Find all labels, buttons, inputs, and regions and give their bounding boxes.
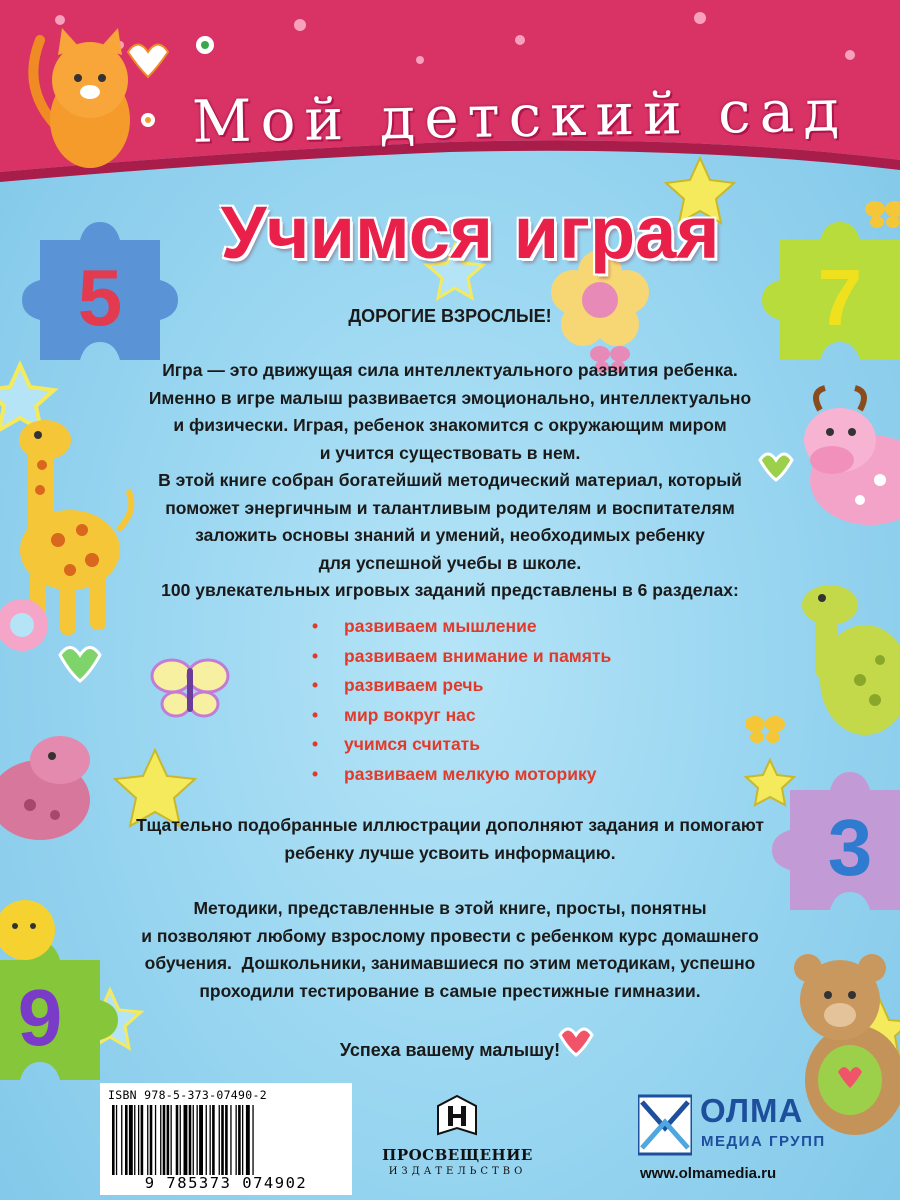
barcode-bar [112, 1105, 115, 1175]
list-item [312, 612, 611, 642]
greeting: ДОРОГИЕ ВЗРОСЛЫЕ! [348, 306, 552, 326]
barcode-bar [141, 1105, 144, 1175]
barcode-bar [125, 1105, 128, 1175]
puzzle-number-3: 3 [827, 803, 873, 892]
barcode-bar [163, 1105, 166, 1175]
intro-line: В этой книге собран богатейший методический материал, который [158, 470, 742, 490]
paragraph-line: обучения. Дошкольники, занимавшиеся по этим методикам, успешно [144, 953, 756, 973]
puzzle-number-5: 5 [77, 253, 123, 342]
barcode-bar [230, 1105, 231, 1175]
olma-logo-icon [638, 1092, 692, 1156]
list-item [312, 730, 611, 760]
intro-paragraph [100, 357, 800, 605]
barcode-bar [225, 1105, 228, 1175]
butterfly-illustration [152, 660, 228, 716]
bullet: • [312, 675, 319, 695]
barcode-bar [236, 1105, 237, 1175]
olma-website: www.olmamedia.ru [640, 1165, 777, 1182]
olma-name: ОЛМА [700, 1092, 804, 1129]
barcode-bar [160, 1105, 161, 1175]
section-label: развиваем мышление [344, 616, 537, 636]
list-item [312, 760, 611, 790]
puzzle-number-9: 9 [17, 973, 63, 1062]
intro-line: поможет энергичным и талантливым родителям и воспитателям [165, 497, 735, 518]
paragraph-line: ребенку лучше усвоить информацию. [284, 842, 616, 863]
barcode-bar [246, 1105, 250, 1175]
list-item [312, 642, 611, 672]
series-title: Мой детский сад [191, 76, 849, 156]
paragraph-line: и позволяют любому взрослому провести с ребенком курс домашнего [141, 925, 759, 946]
barcode-bar [184, 1105, 188, 1175]
cow-illustration [804, 388, 900, 525]
barcode-bar [199, 1105, 203, 1175]
barcode-bar [134, 1105, 135, 1175]
intro-line: Именно в игре малыш развивается эмоционально, интеллектуально [148, 387, 752, 408]
barcode-bar [221, 1105, 224, 1175]
bullet: • [312, 704, 319, 725]
intro-line: заложить основы знаний и умений, необходимых ребенку [195, 525, 705, 545]
bear-illustration [794, 954, 900, 1135]
barcode-bar [116, 1105, 117, 1175]
section-label: развиваем внимание и память [344, 645, 612, 666]
barcode-bar [193, 1105, 194, 1175]
dragon-illustration [0, 736, 90, 840]
paragraph-line: проходили тестирование в самые престижные гимназии. [199, 980, 701, 1001]
barcode-digits: 9 785373 074902 [144, 1174, 308, 1192]
prosveshchenie-logo-icon [432, 1092, 482, 1142]
barcode-bar [219, 1105, 220, 1175]
list-item [312, 701, 611, 731]
intro-line: и учится существовать в нем. [319, 442, 581, 463]
isbn-text: ISBN 978-5-373-07490-2 [108, 1088, 267, 1102]
intro-line: Игра — это движущая сила интеллектуального развития ребенка. [162, 360, 738, 380]
methods-paragraph [100, 895, 800, 1005]
bullet: • [312, 616, 319, 636]
intro-line: для успешной учебы в школе. [318, 552, 582, 573]
dinosaur-illustration [802, 585, 900, 735]
barcode-bar [155, 1105, 156, 1175]
publisher-subtitle: ИЗДАТЕЛЬСТВО [388, 1166, 527, 1177]
barcode-bar [238, 1105, 241, 1175]
barcode-bar [147, 1105, 148, 1175]
section-label: развиваем речь [344, 675, 484, 695]
barcode-bar [129, 1105, 133, 1175]
barcode-bar [189, 1105, 192, 1175]
barcode-bar [242, 1105, 243, 1175]
section-label: учимся считать [344, 734, 481, 754]
barcode-bar [176, 1105, 179, 1175]
sections-list [312, 612, 611, 789]
book-title: Учимся играя [220, 191, 720, 274]
barcode-bar [206, 1105, 207, 1175]
barcode-label [100, 1083, 352, 1195]
barcode-bar [210, 1105, 211, 1175]
barcode-bar [180, 1105, 181, 1175]
intro-line: 100 увлекательных игровых заданий представлены в 6 разделах: [161, 580, 739, 600]
publisher-name: ПРОСВЕЩЕНИЕ [382, 1146, 533, 1164]
cat-illustration [33, 28, 168, 168]
puzzle-number-7: 7 [817, 253, 863, 342]
olma-subtitle: МЕДИА ГРУПП [701, 1133, 826, 1150]
barcode-bar [252, 1105, 253, 1175]
section-label: мир вокруг нас [344, 704, 476, 725]
barcode-bar [212, 1105, 215, 1175]
list-item [312, 671, 611, 701]
barcode-bar [197, 1105, 198, 1175]
intro-line: и физически. Играя, ребенок знакомится с окружающим миром [173, 415, 727, 435]
paragraph-line: Тщательно подобранные иллюстрации дополняют задания и помогают [136, 815, 764, 835]
barcode-bars [112, 1105, 344, 1175]
bullet: • [312, 763, 319, 784]
barcode-bar [171, 1105, 172, 1175]
bullet: • [312, 734, 319, 754]
closing-line: Успеха вашему малышу! [339, 1040, 561, 1060]
barcode-bar [167, 1105, 170, 1175]
barcode-bar [121, 1105, 122, 1175]
barcode-bar [150, 1105, 153, 1175]
illustrations-paragraph [100, 812, 800, 867]
paragraph-line: Методики, представленные в этой книге, просты, понятны [193, 898, 707, 918]
barcode-bar [138, 1105, 139, 1175]
bullet: • [312, 645, 319, 666]
section-label: развиваем мелкую моторику [344, 763, 597, 784]
